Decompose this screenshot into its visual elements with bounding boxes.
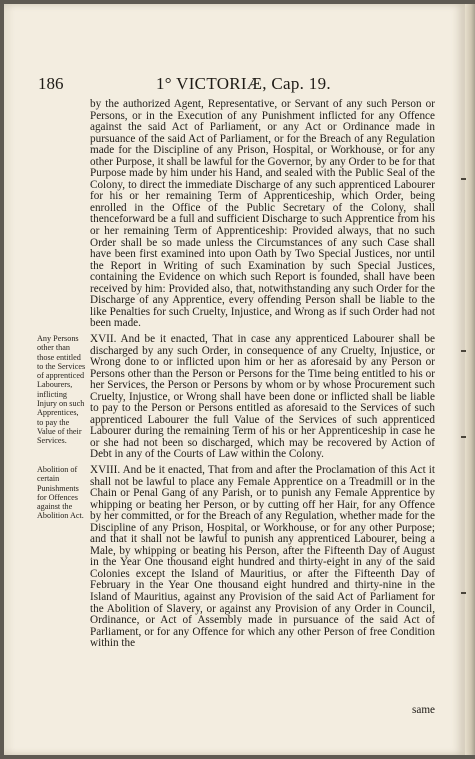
catchword: same <box>412 704 435 716</box>
page-edge <box>465 4 475 755</box>
edge-mark <box>461 592 466 594</box>
section-18-text: XVIII. And be it enacted, That from and after the Proclamation of this Act it shall not be lawful to place any Female Apprentice on a Treadmill or in the Chain or Penal Gang of any Parish, or to punish any Female Apprentice by whipping or beating her Person, or by cutting off her Hair, for any Offence by her committed, or for the Breach of any Regulation, whether made for the Discipline of any Prison, Hospital, or Workhouse, or for any other Purpose; and that it shall not be lawful to punish any apprenticed Labourer, being a Male, by whipping or beating his Person, after the Fifteenth Day of August in the Year One thousand eight hundred and thirty-eight in any of the said Colonies except the Island of Mauritius, or after the Fifteenth Day of February in the Year One thousand eight hundred and thirty-nine in the Island of Mauritius, against any Provision of the said Act of Parliament for the Abolition of Slavery, or against any Provision of any Order in Council, Ordinance, or Act of Assembly made in pursuance of the said Act of Parliament, or for any Offence for which any other Person of free Condition within the <box>90 464 435 650</box>
section-18 <box>90 465 435 704</box>
book-page <box>4 4 465 755</box>
section-17 <box>90 334 435 459</box>
paragraph-continued <box>90 98 435 330</box>
edge-mark <box>461 350 466 352</box>
margin-note-section-18: Abolition of certain Punishments for Offences against the Abolition Act. <box>37 465 84 521</box>
section-17-text: XVII. And be it enacted, That in case any apprenticed Labourer shall be discharged by any such Order, in consequence of any Cruelty, Injustice, or Wrong done to or inflicted upon him or her as aforesaid by any Person or Persons other than the Person or Persons for the Time being entitled to his or her Services, the Person or Persons by whom or by whose Procurement such Cruelty, Injustice, or Wrong shall have been done or inflicted shall be liable to pay to the Person or Persons entitled as aforesaid to the Services of such apprenticed Labourer the full Value of the Services of such apprenticed Labourer during the remaining Term of his or her Apprenticeship in case he or she had not been so discharged, which may be recovered by Action of Debt in any of the Courts of Law within the Colony. <box>90 333 435 461</box>
page-header <box>38 74 425 98</box>
margin-note-section-17: Any Persons other than those entitled to the Services of apprenticed Labourers, inflicting Injury on such Apprentices, to pay the Value of their Services. <box>37 334 86 446</box>
page-number: 186 <box>38 74 64 93</box>
paragraph-text: by the authorized Agent, Representative, or Servant of any such Person or Persons, or in the Execution of any Punishment inflicted for any Offence against the said Act of Parliament, or any Act or Ordinance made in pursuance of the said Act of Parliament, or for the Breach of any Regulation made for the Discipline of any Prison, Hospital, or Workhouse, or for any other Purpose, it shall be lawful for the Governor, by any Order to be for that Purpose made by him under his Hand, and sealed with the Public Seal of the Colony, to direct the immediate Discharge of any such apprenticed Labourer for his or her remaining Term of Apprenticeship, which Order, being enrolled in the Office of the Public Secretary of the Colony, shall thenceforward be a full and sufficient Discharge to such Apprentice from his or her remaining Term of Apprenticeship: Provided always, that no such Order shall be so made unless the Circumstances of any such Case shall have been first examined into upon Oath by Two Special Justices, nor until the Report in Writing of such Examination by such Special Justices, containing the Evidence on which such Report is founded, shall have been received by him: Provided also, that, notwithstanding any such Order for the Discharge of any Apprentice, every offending Person shall be liable to the like Penalties for such Cruelty, Injustice, and Wrong as if such Order had not been made. <box>90 98 435 330</box>
running-title: 1° VICTORIÆ, Cap. 19. <box>156 74 331 93</box>
edge-mark <box>461 436 466 438</box>
edge-mark <box>461 178 466 180</box>
